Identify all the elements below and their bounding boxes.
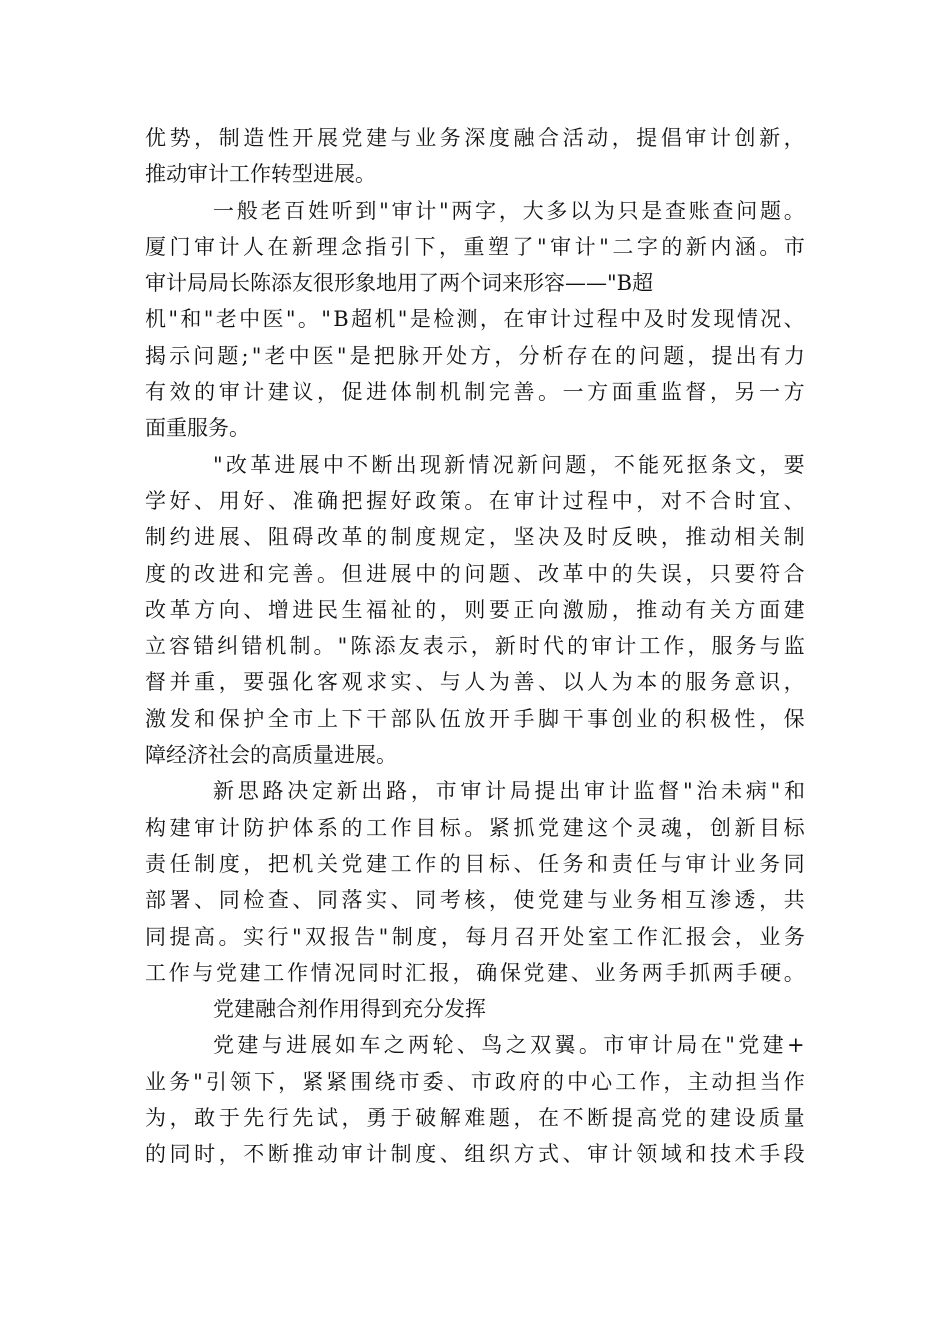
text-line: 面重服务。 [145, 416, 250, 441]
text-line: 有 效 的 审 计 建 议 ， 促 进 体 制 机 制 完 善 。 一 方 面 重 监 督 ， 另 一 方 [145, 380, 805, 405]
text-line: 责 任 制 度 ， 把 机 关 党 建 工 作 的 目 标 、 任 务 和 责 任 与 审 计 业 务 同 [145, 851, 805, 876]
document-page [145, 120, 805, 1173]
text-line: 新 思 路 决 定 新 出 路 ， 市 审 计 局 提 出 审 计 监 督 " 治 未 病 " 和 [213, 779, 805, 804]
text-line: 一 般 老 百 姓 听 到 " 审 计 " 两 字 ， 大 多 以 为 只 是 查 账 查 问 题 。 [213, 198, 805, 223]
text-line: 的 同 时 ， 不 断 推 动 审 计 制 度 、 组 织 方 式 、 审 计 领 域 和 技 术 手 段 [145, 1142, 805, 1167]
text-line: 改 革 方 向 、 增 进 民 生 福 祉 的 ， 则 要 正 向 激 励 ， 推 动 有 关 方 面 建 [145, 597, 805, 622]
text-line: 党 建 与 进 展 如 车 之 两 轮 、 鸟 之 双 翼 。 市 审 计 局 在 " 党 建 + [213, 1033, 805, 1058]
text-line: 激 发 和 保 护 全 市 上 下 干 部 队 伍 放 开 手 脚 干 事 创 业 的 积 极 性 ， 保 [145, 706, 805, 731]
text-line: 工 作 与 党 建 工 作 情 况 同 时 汇 报 ， 确 保 党 建 、 业 务 两 手 抓 两 手 硬 。 [145, 960, 805, 985]
text-line: 同 提 高 。 实 行 " 双 报 告 " 制 度 ， 每 月 召 开 处 室 工 作 汇 报 会 ， 业 务 [145, 924, 805, 949]
text-line: 业 务 " 引 领 下 ， 紧 紧 围 绕 市 委 、 市 政 府 的 中 心 工 作 ， 主 动 担 当 作 [145, 1069, 805, 1094]
text-line: 机 " 和 " 老 中 医 " 。 " B 超 机 " 是 检 测 ， 在 审 计 过 程 中 及 时 发 现 情 况 、 [145, 307, 805, 332]
text-line: 制 约 进 展 、 阻 碍 改 革 的 制 度 规 定 ， 坚 决 及 时 反 映 ， 推 动 相 关 制 [145, 525, 805, 550]
text-line: 审计局局长陈添友很形象地用了两个词来形容——"B超 [145, 271, 654, 296]
text-line: 优 势 ， 制 造 性 开 展 党 建 与 业 务 深 度 融 合 活 动 ， 提 倡 审 计 创 新 ， [145, 126, 805, 150]
text-line: 构 建 审 计 防 护 体 系 的 工 作 目 标 。 紧 抓 党 建 这 个 灵 魂 ， 创 新 目 标 [145, 815, 805, 840]
text-line: 立 容 错 纠 错 机 制 。 " 陈 添 友 表 示 ， 新 时 代 的 审 计 工 作 ， 服 务 与 监 [145, 634, 805, 659]
text-line: 为 ， 敢 于 先 行 先 试 ， 勇 于 破 解 难 题 ， 在 不 断 提 高 党 的 建 设 质 量 [145, 1106, 805, 1131]
text-line: 障经济社会的高质量进展。 [145, 743, 397, 768]
text-line: 督 并 重 ， 要 强 化 客 观 求 实 、 与 人 为 善 、 以 人 为 本 的 服 务 意 识 ， [145, 670, 805, 695]
text-line: 度 的 改 进 和 完 善 。 但 进 展 中 的 问 题 、 改 革 中 的 失 误 ， 只 要 符 合 [145, 561, 805, 586]
text-line: 党建融合剂作用得到充分发挥 [213, 997, 486, 1022]
text-line: 揭 示 问 题 ; " 老 中 医 " 是 把 脉 开 处 方 ， 分 析 存 在 的 问 题 ， 提 出 有 力 [145, 343, 805, 368]
text-line: " 改 革 进 展 中 不 断 出 现 新 情 况 新 问 题 ， 不 能 死 抠 条 文 ， 要 [213, 452, 805, 477]
text-line: 厦 门 审 计 人 在 新 理 念 指 引 下 ， 重 塑 了 " 审 计 " 二 字 的 新 内 涵 。 市 [145, 234, 805, 259]
text-line: 学 好 、 用 好 、 准 确 把 握 好 政 策 。 在 审 计 过 程 中 ， 对 不 合 时 宜 、 [145, 488, 805, 513]
text-line: 推动审计工作转型进展。 [145, 162, 376, 187]
text-line: 部 署 、 同 检 查 、 同 落 实 、 同 考 核 ， 使 党 建 与 业 务 相 互 渗 透 ， 共 [145, 888, 805, 913]
